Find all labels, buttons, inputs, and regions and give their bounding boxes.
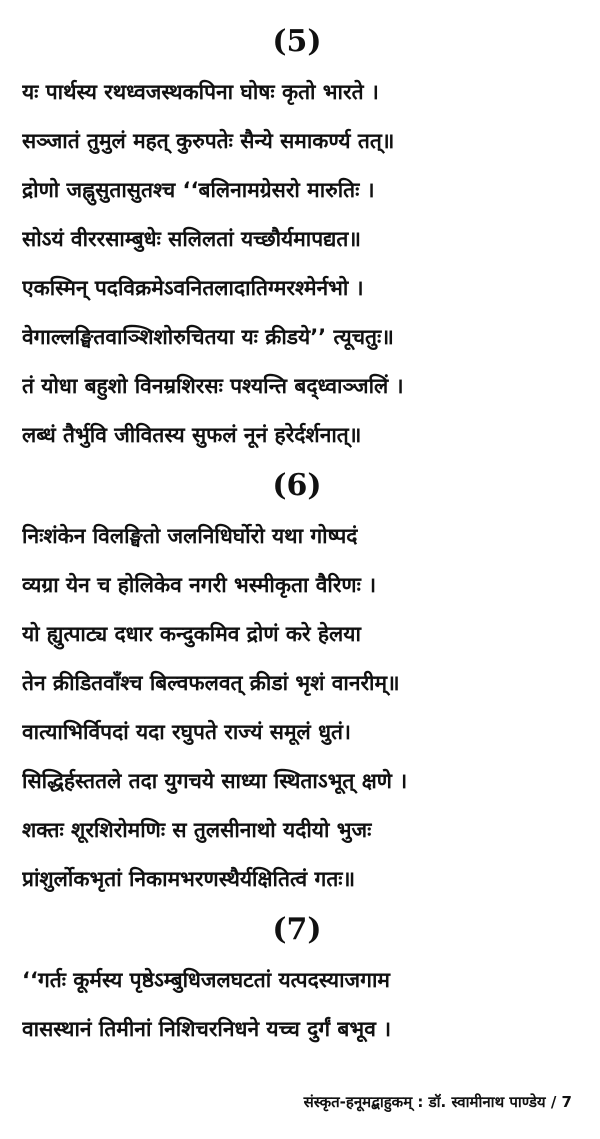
verse-line: एकस्मिन् पदविक्रमेऽवनितलादातिग्मरश्मेर्नभो । bbox=[22, 276, 364, 300]
verse-line: लब्धं तैर्भुवि जीवितस्य सुफलं नूनं हरेर्दर्शनात्॥ bbox=[22, 423, 362, 447]
verse-line: वासस्थानं तिमीनां निशिचरनिधने यच्च दुर्गं बभूव । bbox=[22, 1017, 392, 1041]
verse-line: वात्याभिर्विपदां यदा रघुपते राज्यं समूलं धुतं। bbox=[22, 720, 351, 744]
verse-number: (7) bbox=[272, 912, 322, 947]
verse-line: प्रांशुर्लोकभृतां निकामभरणस्थैर्यक्षितित्वं गतः॥ bbox=[22, 867, 356, 891]
verse-line: शक्तः शूरशिरोमणिः स तुलसीनाथो यदीयो भुजः bbox=[22, 818, 372, 842]
verse-line: निःशंकेन विलङ्घितो जलनिधिर्घोरो यथा गोष्पदं bbox=[22, 524, 358, 548]
verse-number: (6) bbox=[272, 468, 322, 503]
verse-line: तेन क्रीडितवाँश्च बिल्वफलवत् क्रीडां भृशं वानरीम्॥ bbox=[22, 671, 400, 695]
verse-line: तं योधा बहुशो विनम्रशिरसः पश्यन्ति बद्ध्वाञ्जलिं । bbox=[22, 374, 404, 398]
verse-number: (5) bbox=[272, 24, 322, 59]
verse-line: व्यग्रा येन च होलिकेव नगरी भस्मीकृता वैरिणः । bbox=[22, 573, 377, 597]
verse-line: वेगाल्लङ्घितवाञ्शिशोरुचितया यः क्रीडये’’ त्यूचतुः॥ bbox=[22, 325, 394, 349]
verse-line: द्रोणो जह्नुसुतासुतश्च ‘‘बलिनामग्रेसरो मारुतिः । bbox=[22, 178, 375, 202]
verse-line: ‘‘गर्तः कूर्मस्य पृष्ठेऽम्बुधिजलघटतां यत्पदस्याजगाम bbox=[22, 968, 390, 992]
verse-line: सोऽयं वीररसाम्बुधेः सलिलतां यच्छौर्यमापद्यत॥ bbox=[22, 227, 361, 251]
verse-line: सिद्धिर्हस्ततले तदा युगचये साध्या स्थिताऽभूत् क्षणे । bbox=[22, 769, 408, 793]
verse-line: यो ह्युत्पाट्य दधार कन्दुकमिव द्रोणं करे हेलया bbox=[22, 622, 361, 646]
stanza-6 bbox=[22, 460, 572, 904]
stanza-7 bbox=[22, 904, 572, 1054]
verse-line: यः पार्थस्य रथध्वजस्थकपिना घोषः कृतो भारते । bbox=[22, 80, 379, 104]
page-footer: संस्कृत-हनूमद्बाहुकम् : डॉ. स्वामीनाथ पाण्डेय / 7 bbox=[303, 1093, 572, 1111]
verse-line: सञ्जातं तुमुलं महत् कुरुपतेः सैन्ये समाकर्ण्य तत्॥ bbox=[22, 129, 395, 153]
stanza-5 bbox=[22, 16, 572, 460]
